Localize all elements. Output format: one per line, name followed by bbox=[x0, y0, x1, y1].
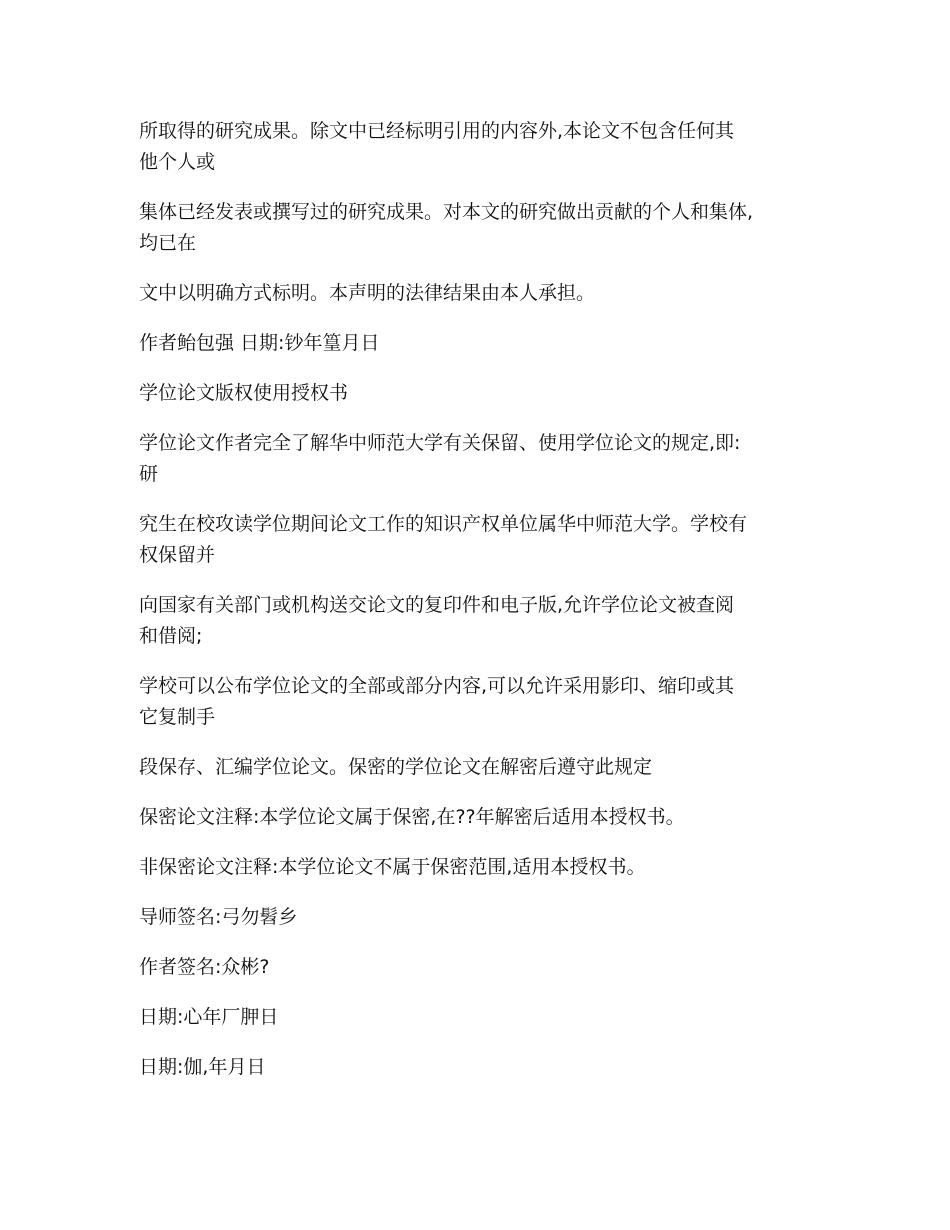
text-line: 文中以明确方式标明。本声明的法律结果由本人承担。 bbox=[139, 282, 596, 304]
paragraph-declaration-3 bbox=[139, 278, 819, 309]
note-confidential bbox=[139, 802, 819, 833]
text-line: 集体已经发表或撰写过的研究成果。对本文的研究做出贡献的个人和集体, bbox=[139, 201, 754, 223]
supervisor-signature bbox=[139, 902, 819, 933]
text-line: 作者鲐包强 日期:钞年篁月日 bbox=[139, 332, 380, 354]
date-line-2 bbox=[139, 1052, 819, 1083]
text-line: 和借阅; bbox=[139, 625, 203, 647]
text-line: 日期:伽,年月日 bbox=[139, 1056, 266, 1078]
paragraph-authorization-4 bbox=[139, 671, 819, 733]
paragraph-declaration-2 bbox=[139, 197, 819, 259]
text-line: 导师签名:弓勿髫乡 bbox=[139, 906, 298, 928]
text-line: 段保存、汇编学位论文。保密的学位论文在解密后遵守此规定 bbox=[139, 756, 653, 778]
text-line: 日期:心年厂胛日 bbox=[139, 1006, 279, 1028]
note-non-confidential bbox=[139, 852, 819, 883]
text-line: 学位论文作者完全了解华中师范大学有关保留、使用学位论文的规定,即: bbox=[139, 432, 741, 454]
text-line: 向国家有关部门或机构送交论文的复印件和电子版,允许学位论文被查阅 bbox=[139, 594, 735, 616]
text-line: 研 bbox=[139, 463, 159, 485]
section-title-authorization bbox=[139, 378, 819, 409]
text-line: 他个人或 bbox=[139, 151, 216, 173]
paragraph-authorization-1 bbox=[139, 428, 819, 490]
document-body bbox=[139, 116, 819, 1102]
text-line: 究生在校攻读学位期间论文工作的知识产权单位属华中师范大学。学校有 bbox=[139, 513, 748, 535]
text-line: 它复制手 bbox=[139, 706, 216, 728]
text-line: 权保留并 bbox=[139, 544, 216, 566]
paragraph-authorization-3 bbox=[139, 590, 819, 652]
paragraph-declaration-1 bbox=[139, 116, 819, 178]
text-line: 所取得的研究成果。除文中已经标明引用的内容外,本论文不包含任何其 bbox=[139, 120, 735, 142]
text-line: 学位论文版权使用授权书 bbox=[139, 382, 349, 404]
text-line: 保密论文注释:本学位论文属于保密,在??年解密后适用本授权书。 bbox=[139, 806, 685, 828]
text-line: 非保密论文注释:本学位论文不属于保密范围,适用本授权书。 bbox=[139, 856, 646, 878]
date-line-1 bbox=[139, 1002, 819, 1033]
paragraph-authorization-5 bbox=[139, 752, 819, 783]
text-line: 作者签名:众彬? bbox=[139, 956, 270, 978]
paragraph-authorization-2 bbox=[139, 509, 819, 571]
author-signature-date bbox=[139, 328, 819, 359]
author-signature bbox=[139, 952, 819, 983]
text-line: 均已在 bbox=[139, 232, 197, 254]
text-line: 学校可以公布学位论文的全部或部分内容,可以允许采用影印、缩印或其 bbox=[139, 675, 735, 697]
